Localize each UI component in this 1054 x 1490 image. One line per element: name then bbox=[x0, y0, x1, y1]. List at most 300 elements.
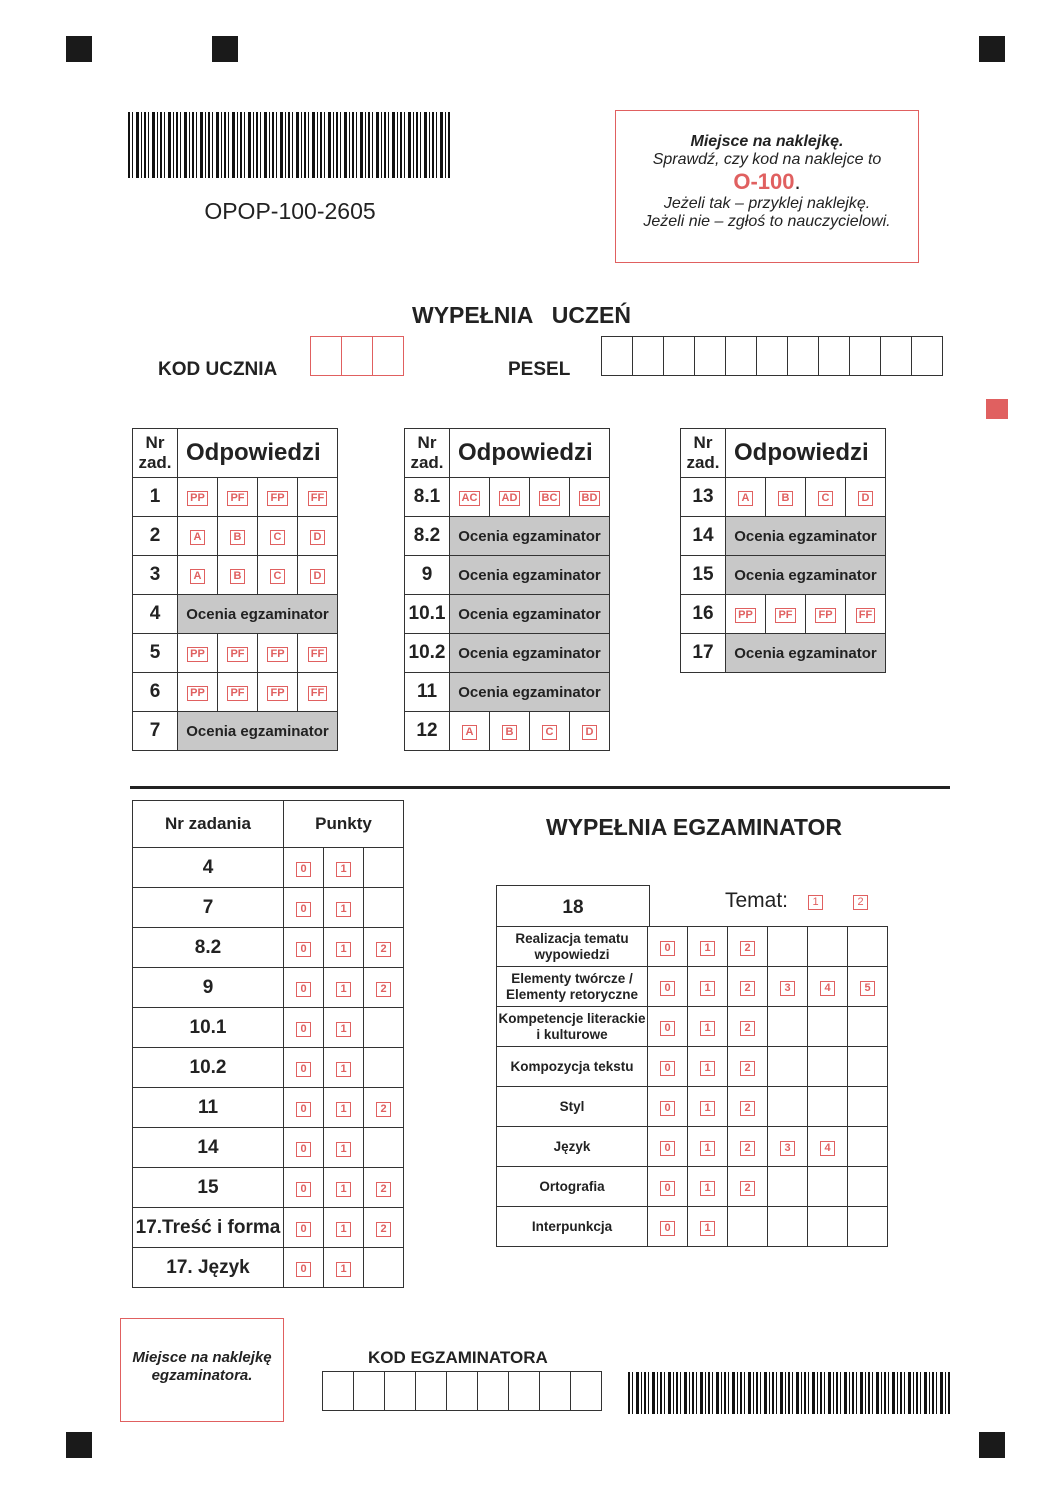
answer-option-pp-checkbox[interactable]: PP bbox=[187, 491, 208, 506]
answer-option-d-checkbox[interactable]: D bbox=[582, 725, 597, 740]
criterion-name: Język bbox=[497, 1127, 648, 1167]
task-name: 4 bbox=[133, 848, 284, 888]
score-1-checkbox[interactable]: 1 bbox=[336, 982, 351, 997]
score-cell bbox=[808, 1007, 848, 1047]
criterion-name: Interpunkcja bbox=[497, 1207, 648, 1247]
score-cell bbox=[364, 888, 404, 928]
score-1-checkbox[interactable]: 1 bbox=[336, 1262, 351, 1277]
score-cell bbox=[688, 1207, 728, 1247]
answer-option-cell bbox=[178, 556, 218, 595]
answer-row bbox=[681, 556, 886, 595]
score-cell bbox=[364, 1128, 404, 1168]
task-number: 5 bbox=[133, 634, 178, 673]
answer-option-ff-checkbox[interactable]: FF bbox=[308, 647, 327, 662]
score-cell bbox=[364, 928, 404, 968]
score-cell bbox=[808, 1047, 848, 1087]
score-0-checkbox[interactable]: 0 bbox=[296, 1102, 311, 1117]
odpowiedzi-header: Odpowiedzi bbox=[726, 429, 886, 478]
kod-egzaminatora-field[interactable] bbox=[322, 1371, 602, 1411]
score-cell bbox=[284, 848, 324, 888]
answer-option-fp-checkbox[interactable]: FP bbox=[815, 608, 835, 623]
score-0-checkbox[interactable]: 0 bbox=[660, 1101, 675, 1116]
answer-option-cell bbox=[218, 478, 258, 517]
score-cell bbox=[648, 1207, 688, 1247]
points-row bbox=[133, 888, 404, 928]
score-0-checkbox[interactable]: 0 bbox=[660, 1221, 675, 1236]
score-cell bbox=[848, 967, 888, 1007]
answer-option-d-checkbox[interactable]: D bbox=[310, 569, 325, 584]
task-name: 9 bbox=[133, 968, 284, 1008]
sticker-area: Miejsce na naklejkę. Sprawdź, czy kod na naklejce to O-100. Jeżeli tak – przyklej naklejkę. Jeżeli nie – zgłoś to nauczycielowi. bbox=[615, 110, 919, 263]
score-0-checkbox[interactable]: 0 bbox=[296, 942, 311, 957]
answer-option-cell bbox=[298, 478, 338, 517]
score-cell bbox=[648, 1127, 688, 1167]
answer-row bbox=[133, 478, 338, 517]
score-2-checkbox[interactable]: 2 bbox=[376, 982, 391, 997]
score-cell bbox=[648, 927, 688, 967]
score-1-checkbox[interactable]: 1 bbox=[700, 1021, 715, 1036]
score-cell bbox=[728, 1087, 768, 1127]
answer-row bbox=[681, 595, 886, 634]
score-cell bbox=[768, 1167, 808, 1207]
answer-option-ac-checkbox[interactable]: AC bbox=[459, 491, 481, 506]
answer-option-cell bbox=[726, 595, 766, 634]
score-2-checkbox[interactable]: 2 bbox=[740, 1141, 755, 1156]
score-cell bbox=[284, 1048, 324, 1088]
task-number: 7 bbox=[133, 712, 178, 751]
criterion-name: Ortografia bbox=[497, 1167, 648, 1207]
answer-row bbox=[405, 595, 610, 634]
answer-option-cell bbox=[298, 517, 338, 556]
criterion-row bbox=[497, 1167, 888, 1207]
score-cell bbox=[284, 1248, 324, 1288]
task-number: 8.1 bbox=[405, 478, 450, 517]
score-1-checkbox[interactable]: 1 bbox=[336, 862, 351, 877]
score-1-checkbox[interactable]: 1 bbox=[336, 1142, 351, 1157]
score-cell bbox=[364, 1248, 404, 1288]
answer-option-cell bbox=[806, 595, 846, 634]
task-number: 11 bbox=[405, 673, 450, 712]
corner-marker bbox=[212, 36, 238, 62]
score-cell bbox=[284, 1168, 324, 1208]
answer-option-c-checkbox[interactable]: C bbox=[270, 569, 285, 584]
score-cell bbox=[808, 1127, 848, 1167]
score-cell bbox=[728, 1167, 768, 1207]
score-cell bbox=[768, 1207, 808, 1247]
score-1-checkbox[interactable]: 1 bbox=[336, 942, 351, 957]
score-cell bbox=[648, 1007, 688, 1047]
answer-header-row bbox=[405, 429, 610, 478]
score-cell bbox=[284, 1008, 324, 1048]
score-cell bbox=[284, 1208, 324, 1248]
examiner-graded-cell: Ocenia egzaminator bbox=[726, 517, 886, 556]
score-cell bbox=[688, 1087, 728, 1127]
task-name: 15 bbox=[133, 1168, 284, 1208]
answer-row bbox=[133, 517, 338, 556]
answer-option-cell bbox=[530, 712, 570, 751]
examiner-graded-cell: Ocenia egzaminator bbox=[726, 556, 886, 595]
points-row bbox=[133, 1048, 404, 1088]
answer-option-pp-checkbox[interactable]: PP bbox=[735, 608, 756, 623]
score-cell bbox=[324, 1248, 364, 1288]
answer-header-row bbox=[133, 429, 338, 478]
score-cell bbox=[648, 967, 688, 1007]
answer-option-pf-checkbox[interactable]: PF bbox=[227, 686, 247, 701]
answer-option-pf-checkbox[interactable]: PF bbox=[775, 608, 795, 623]
answer-option-pf-checkbox[interactable]: PF bbox=[227, 647, 247, 662]
pesel-field[interactable] bbox=[601, 336, 943, 376]
answer-option-bd-checkbox[interactable]: BD bbox=[579, 491, 601, 506]
kod-egzaminatora-label: KOD EGZAMINATORA bbox=[368, 1348, 548, 1367]
score-1-checkbox[interactable]: 1 bbox=[700, 941, 715, 956]
punkty-header: Punkty bbox=[284, 801, 404, 848]
score-cell bbox=[728, 1007, 768, 1047]
answer-option-b-checkbox[interactable]: B bbox=[230, 569, 245, 584]
score-cell bbox=[324, 928, 364, 968]
score-cell bbox=[688, 1167, 728, 1207]
score-0-checkbox[interactable]: 0 bbox=[296, 1222, 311, 1237]
answer-option-c-checkbox[interactable]: C bbox=[818, 491, 833, 506]
answer-option-fp-checkbox[interactable]: FP bbox=[267, 491, 287, 506]
score-2-checkbox[interactable]: 2 bbox=[376, 1182, 391, 1197]
answer-option-ff-checkbox[interactable]: FF bbox=[308, 686, 327, 701]
task-number: 8.2 bbox=[405, 517, 450, 556]
score-cell bbox=[324, 1048, 364, 1088]
score-2-checkbox[interactable]: 2 bbox=[740, 1101, 755, 1116]
answer-option-bc-checkbox[interactable]: BC bbox=[539, 491, 561, 506]
answer-option-fp-checkbox[interactable]: FP bbox=[267, 647, 287, 662]
task-number: 10.2 bbox=[405, 634, 450, 673]
score-cell bbox=[768, 1047, 808, 1087]
task-number: 17 bbox=[681, 634, 726, 673]
score-4-checkbox[interactable]: 4 bbox=[820, 981, 835, 996]
points-row bbox=[133, 968, 404, 1008]
answer-option-cell bbox=[178, 517, 218, 556]
score-cell bbox=[848, 1167, 888, 1207]
score-cell bbox=[284, 1128, 324, 1168]
answer-option-d-checkbox[interactable]: D bbox=[310, 530, 325, 545]
score-4-checkbox[interactable]: 4 bbox=[820, 1141, 835, 1156]
answer-option-a-checkbox[interactable]: A bbox=[462, 725, 477, 740]
score-cell bbox=[808, 927, 848, 967]
task-name: 10.1 bbox=[133, 1008, 284, 1048]
score-cell bbox=[364, 1168, 404, 1208]
score-cell bbox=[768, 1007, 808, 1047]
answer-option-b-checkbox[interactable]: B bbox=[502, 725, 517, 740]
corner-marker bbox=[979, 36, 1005, 62]
score-cell bbox=[324, 1088, 364, 1128]
score-1-checkbox[interactable]: 1 bbox=[336, 1182, 351, 1197]
score-0-checkbox[interactable]: 0 bbox=[660, 981, 675, 996]
score-cell bbox=[848, 1087, 888, 1127]
answer-option-a-checkbox[interactable]: A bbox=[738, 491, 753, 506]
criterion-name: Realizacja tematu wypowiedzi bbox=[497, 927, 648, 967]
score-2-checkbox[interactable]: 2 bbox=[740, 1181, 755, 1196]
score-1-checkbox[interactable]: 1 bbox=[336, 1022, 351, 1037]
score-1-checkbox[interactable]: 1 bbox=[700, 981, 715, 996]
answer-option-pp-checkbox[interactable]: PP bbox=[187, 647, 208, 662]
nr-zad-header: Nr zad. bbox=[681, 429, 726, 478]
score-cell bbox=[324, 1208, 364, 1248]
points-row bbox=[133, 1208, 404, 1248]
answer-option-cell bbox=[450, 478, 490, 517]
answer-row bbox=[405, 673, 610, 712]
score-0-checkbox[interactable]: 0 bbox=[660, 1061, 675, 1076]
points-header-row bbox=[133, 801, 404, 848]
corner-marker bbox=[979, 1432, 1005, 1458]
score-cell bbox=[324, 888, 364, 928]
score-cell bbox=[768, 967, 808, 1007]
answer-option-c-checkbox[interactable]: C bbox=[270, 530, 285, 545]
score-cell bbox=[768, 1127, 808, 1167]
score-cell bbox=[728, 967, 768, 1007]
score-cell bbox=[284, 968, 324, 1008]
answer-option-pp-checkbox[interactable]: PP bbox=[187, 686, 208, 701]
answer-option-ff-checkbox[interactable]: FF bbox=[308, 491, 327, 506]
score-0-checkbox[interactable]: 0 bbox=[296, 1022, 311, 1037]
answer-option-cell bbox=[218, 634, 258, 673]
answer-option-cell bbox=[490, 478, 530, 517]
score-1-checkbox[interactable]: 1 bbox=[336, 902, 351, 917]
answer-row bbox=[133, 595, 338, 634]
answer-row bbox=[133, 712, 338, 751]
examiner-sticker-area bbox=[120, 1318, 284, 1422]
task-number: 10.1 bbox=[405, 595, 450, 634]
score-cell bbox=[768, 927, 808, 967]
score-1-checkbox[interactable]: 1 bbox=[700, 1061, 715, 1076]
score-cell bbox=[728, 1127, 768, 1167]
score-0-checkbox[interactable]: 0 bbox=[296, 1142, 311, 1157]
points-row bbox=[133, 928, 404, 968]
answer-option-d-checkbox[interactable]: D bbox=[858, 491, 873, 506]
score-0-checkbox[interactable]: 0 bbox=[296, 1182, 311, 1197]
score-1-checkbox[interactable]: 1 bbox=[700, 1221, 715, 1236]
answer-option-cell bbox=[570, 478, 610, 517]
task-name: 17.Treść i forma bbox=[133, 1208, 284, 1248]
criterion-name: Elementy twórcze / Elementy retoryczne bbox=[497, 967, 648, 1007]
score-2-checkbox[interactable]: 2 bbox=[740, 981, 755, 996]
score-0-checkbox[interactable]: 0 bbox=[296, 902, 311, 917]
answer-header-row bbox=[681, 429, 886, 478]
answer-option-cell bbox=[806, 478, 846, 517]
score-cell bbox=[284, 928, 324, 968]
score-cell bbox=[848, 1047, 888, 1087]
kod-ucznia-field[interactable] bbox=[310, 336, 404, 376]
task-number: 15 bbox=[681, 556, 726, 595]
answer-row bbox=[681, 478, 886, 517]
answer-option-cell bbox=[178, 673, 218, 712]
score-0-checkbox[interactable]: 0 bbox=[660, 1181, 675, 1196]
score-cell bbox=[364, 1088, 404, 1128]
score-cell bbox=[808, 1087, 848, 1127]
examiner-graded-cell: Ocenia egzaminator bbox=[450, 556, 610, 595]
score-cell bbox=[364, 1048, 404, 1088]
answer-row bbox=[405, 712, 610, 751]
sticker-line2: Sprawdź, czy kod na naklejce to bbox=[652, 151, 882, 168]
kod-ucznia-label: KOD UCZNIA bbox=[158, 359, 278, 380]
score-cell bbox=[728, 1047, 768, 1087]
score-cell bbox=[648, 1087, 688, 1127]
score-cell bbox=[324, 968, 364, 1008]
score-1-checkbox[interactable]: 1 bbox=[336, 1102, 351, 1117]
score-0-checkbox[interactable]: 0 bbox=[296, 1062, 311, 1077]
temat-option-1[interactable]: 1 bbox=[808, 895, 823, 910]
task-name: 8.2 bbox=[133, 928, 284, 968]
answer-row bbox=[405, 478, 610, 517]
task-name: 11 bbox=[133, 1088, 284, 1128]
answer-table-2 bbox=[404, 428, 610, 751]
score-cell bbox=[688, 927, 728, 967]
criterion-name: Styl bbox=[497, 1087, 648, 1127]
answer-table-3 bbox=[680, 428, 886, 673]
score-cell bbox=[324, 1008, 364, 1048]
score-3-checkbox[interactable]: 3 bbox=[780, 1141, 795, 1156]
points-table bbox=[132, 800, 404, 1288]
points-row bbox=[133, 1088, 404, 1128]
answer-row bbox=[133, 556, 338, 595]
side-marker bbox=[986, 399, 1008, 419]
points-row bbox=[133, 1248, 404, 1288]
score-2-checkbox[interactable]: 2 bbox=[376, 942, 391, 957]
answer-table-1 bbox=[132, 428, 338, 751]
points-row bbox=[133, 1008, 404, 1048]
score-2-checkbox[interactable]: 2 bbox=[376, 1102, 391, 1117]
score-0-checkbox[interactable]: 0 bbox=[660, 941, 675, 956]
answer-option-cell bbox=[218, 517, 258, 556]
nr-zad-header: Nr zad. bbox=[405, 429, 450, 478]
examiner-title: WYPEŁNIA EGZAMINATOR bbox=[546, 814, 843, 840]
answer-option-cell bbox=[846, 595, 886, 634]
answer-row bbox=[681, 517, 886, 556]
score-1-checkbox[interactable]: 1 bbox=[336, 1222, 351, 1237]
corner-marker bbox=[66, 36, 92, 62]
score-0-checkbox[interactable]: 0 bbox=[296, 862, 311, 877]
score-cell bbox=[284, 888, 324, 928]
score-cell bbox=[688, 967, 728, 1007]
answer-option-a-checkbox[interactable]: A bbox=[190, 530, 205, 545]
score-cell bbox=[848, 1207, 888, 1247]
score-cell bbox=[688, 1007, 728, 1047]
task-name: 14 bbox=[133, 1128, 284, 1168]
criterion-name: Kompozycja tekstu bbox=[497, 1047, 648, 1087]
answer-option-cell bbox=[258, 556, 298, 595]
score-cell bbox=[284, 1088, 324, 1128]
score-cell bbox=[364, 1008, 404, 1048]
score-cell bbox=[808, 1167, 848, 1207]
task-number: 2 bbox=[133, 517, 178, 556]
answer-option-ff-checkbox[interactable]: FF bbox=[856, 608, 875, 623]
score-cell bbox=[364, 1208, 404, 1248]
answer-option-b-checkbox[interactable]: B bbox=[778, 491, 793, 506]
score-1-checkbox[interactable]: 1 bbox=[700, 1101, 715, 1116]
barcode-bottom bbox=[628, 1372, 952, 1414]
answer-option-a-checkbox[interactable]: A bbox=[190, 569, 205, 584]
answer-option-cell bbox=[178, 478, 218, 517]
answer-option-cell bbox=[450, 712, 490, 751]
score-0-checkbox[interactable]: 0 bbox=[296, 982, 311, 997]
score-cell bbox=[808, 967, 848, 1007]
criterion-row bbox=[497, 1007, 888, 1047]
section-divider bbox=[130, 786, 950, 789]
pesel-label: PESEL bbox=[508, 359, 571, 380]
answer-option-cell bbox=[258, 478, 298, 517]
score-cell bbox=[688, 1047, 728, 1087]
answer-row bbox=[133, 673, 338, 712]
answer-option-cell bbox=[766, 595, 806, 634]
score-cell bbox=[688, 1127, 728, 1167]
score-2-checkbox[interactable]: 2 bbox=[376, 1222, 391, 1237]
score-cell bbox=[648, 1167, 688, 1207]
nr-zad-header: Nr zad. bbox=[133, 429, 178, 478]
answer-option-fp-checkbox[interactable]: FP bbox=[267, 686, 287, 701]
score-0-checkbox[interactable]: 0 bbox=[660, 1141, 675, 1156]
criteria-table bbox=[496, 926, 888, 1247]
task-name: 10.2 bbox=[133, 1048, 284, 1088]
answer-option-cell bbox=[490, 712, 530, 751]
score-2-checkbox[interactable]: 2 bbox=[740, 1061, 755, 1076]
answer-option-b-checkbox[interactable]: B bbox=[230, 530, 245, 545]
task-number: 12 bbox=[405, 712, 450, 751]
student-title: WYPEŁNIA UCZEŃ bbox=[412, 302, 631, 328]
score-cell bbox=[808, 1207, 848, 1247]
score-0-checkbox[interactable]: 0 bbox=[660, 1021, 675, 1036]
score-cell bbox=[728, 927, 768, 967]
task-number: 13 bbox=[681, 478, 726, 517]
answer-option-c-checkbox[interactable]: C bbox=[542, 725, 557, 740]
task-name: 17. Język bbox=[133, 1248, 284, 1288]
temat-option-2[interactable]: 2 bbox=[853, 895, 868, 910]
score-0-checkbox[interactable]: 0 bbox=[296, 1262, 311, 1277]
task-number: 1 bbox=[133, 478, 178, 517]
task-number: 9 bbox=[405, 556, 450, 595]
answer-option-cell bbox=[258, 517, 298, 556]
essay-header: 18 bbox=[496, 885, 650, 927]
answer-row bbox=[405, 634, 610, 673]
criterion-row bbox=[497, 1207, 888, 1247]
score-5-checkbox[interactable]: 5 bbox=[860, 981, 875, 996]
score-cell bbox=[728, 1207, 768, 1247]
answer-option-ad-checkbox[interactable]: AD bbox=[499, 491, 521, 506]
examiner-graded-cell: Ocenia egzaminator bbox=[178, 712, 338, 751]
score-cell bbox=[364, 968, 404, 1008]
task-number: 14 bbox=[681, 517, 726, 556]
score-1-checkbox[interactable]: 1 bbox=[700, 1181, 715, 1196]
score-cell bbox=[324, 1128, 364, 1168]
score-cell bbox=[324, 1168, 364, 1208]
barcode-code: OPOP-100-2605 bbox=[204, 198, 376, 224]
examiner-graded-cell: Ocenia egzaminator bbox=[726, 634, 886, 673]
task-number: 4 bbox=[133, 595, 178, 634]
score-3-checkbox[interactable]: 3 bbox=[780, 981, 795, 996]
sticker-line3: Jeżeli tak – przyklej naklejkę. bbox=[663, 195, 871, 212]
answer-option-cell bbox=[258, 673, 298, 712]
criterion-row bbox=[497, 967, 888, 1007]
score-cell bbox=[324, 848, 364, 888]
criterion-row bbox=[497, 927, 888, 967]
answer-option-pf-checkbox[interactable]: PF bbox=[227, 491, 247, 506]
criterion-row bbox=[497, 1047, 888, 1087]
score-2-checkbox[interactable]: 2 bbox=[740, 941, 755, 956]
score-cell bbox=[648, 1047, 688, 1087]
examiner-sticker-text: Miejsce na naklejkę egzaminatora. bbox=[132, 1349, 272, 1384]
answer-row bbox=[405, 517, 610, 556]
answer-row bbox=[133, 634, 338, 673]
score-1-checkbox[interactable]: 1 bbox=[700, 1141, 715, 1156]
score-1-checkbox[interactable]: 1 bbox=[336, 1062, 351, 1077]
examiner-graded-cell: Ocenia egzaminator bbox=[178, 595, 338, 634]
criterion-name: Kompetencje literackie i kulturowe bbox=[497, 1007, 648, 1047]
score-2-checkbox[interactable]: 2 bbox=[740, 1021, 755, 1036]
